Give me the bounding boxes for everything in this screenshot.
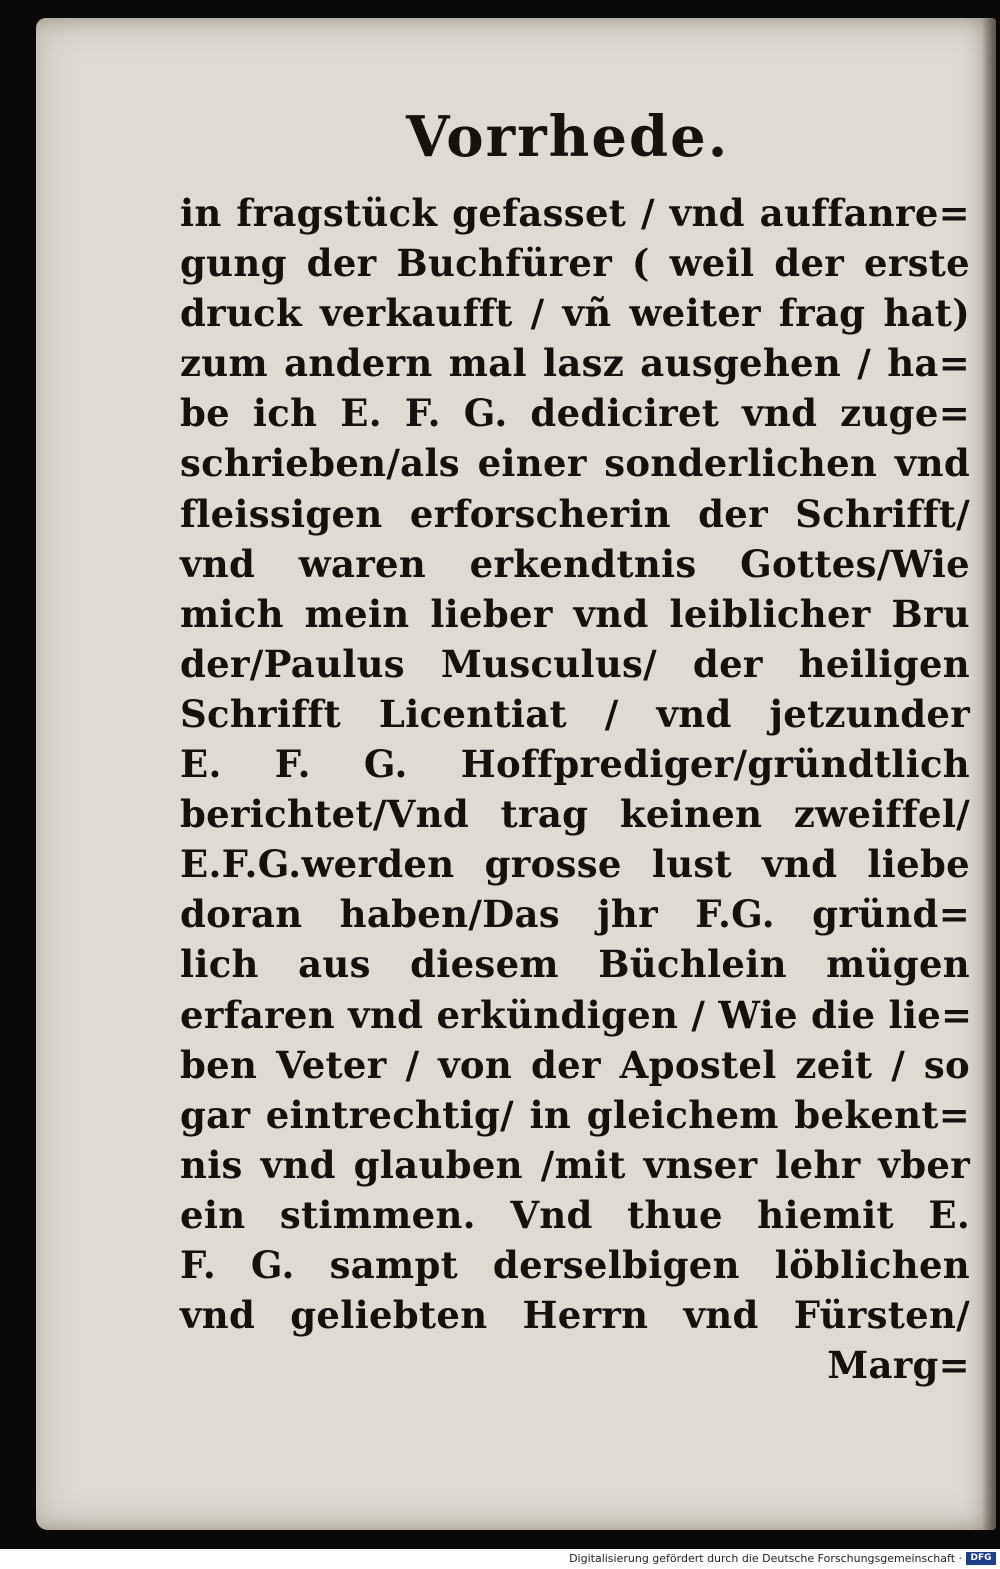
text-line: gar eintrechtig/ in gleichem bekent= [180,1092,970,1137]
text-line: E. F. G. Hoffprediger/gründtlich [180,742,970,787]
text-line: vnd waren erkendtnis Gottes/Wie [180,541,970,586]
text-line: lich aus diesem Büchlein mügen [180,942,970,987]
text-line: erfaren vnd erkündigen / Wie die lie= [180,992,973,1037]
text-line: fleissigen erforscherin der Schrifft/ [180,491,970,536]
text-line: mich mein lieber vnd leiblicher Bru [180,591,970,636]
text-line: schrieben/als einer sonderlichen vnd [180,441,970,486]
text-line: gung der Buchfürer ( weil der erste [180,241,970,286]
text-block [180,188,973,1390]
text-line: in fragstück gefasset / vnd auffanre= [180,191,970,235]
text-line: Schrifft Licentiat / vnd jetzunder [180,691,970,736]
text-line: ein stimmen. Vnd thue hiemit E. [180,1192,970,1237]
catchword: Marg= [827,1343,970,1388]
footer-bar [0,1549,1000,1569]
text-line: E.F.G.werden grosse lust vnd liebe [180,842,970,887]
book-page [36,18,996,1530]
text-line: der/Paulus Musculus/ der heiligen [180,641,970,686]
text-line: berichtet/Vnd trag keinen zweiffel/ [180,792,970,837]
text-line: nis vnd glauben /mit vnser lehr vber [180,1142,970,1187]
digitization-credit: Digitalisierung gefördert durch die Deutsche Forschungsgemeinschaft · [569,1552,962,1565]
text-line: F. G. sampt derselbigen löblichen [180,1242,970,1287]
dfg-logo-icon: DFG [966,1552,996,1565]
text-line: be ich E. F. G. dediciret vnd zuge= [180,391,970,436]
text-line: doran haben/Das jhr F.G. gründ= [180,892,970,937]
text-line: druck verkaufft / vñ weiter frag hat) [180,291,970,336]
text-line: zum andern mal lasz ausgehen / ha= [180,341,970,386]
page-heading: Vorrhede. [406,104,730,170]
text-line: vnd geliebten Herrn vnd Fürsten/ [180,1293,970,1338]
text-line: ben Veter / von der Apostel zeit / so [180,1042,970,1087]
